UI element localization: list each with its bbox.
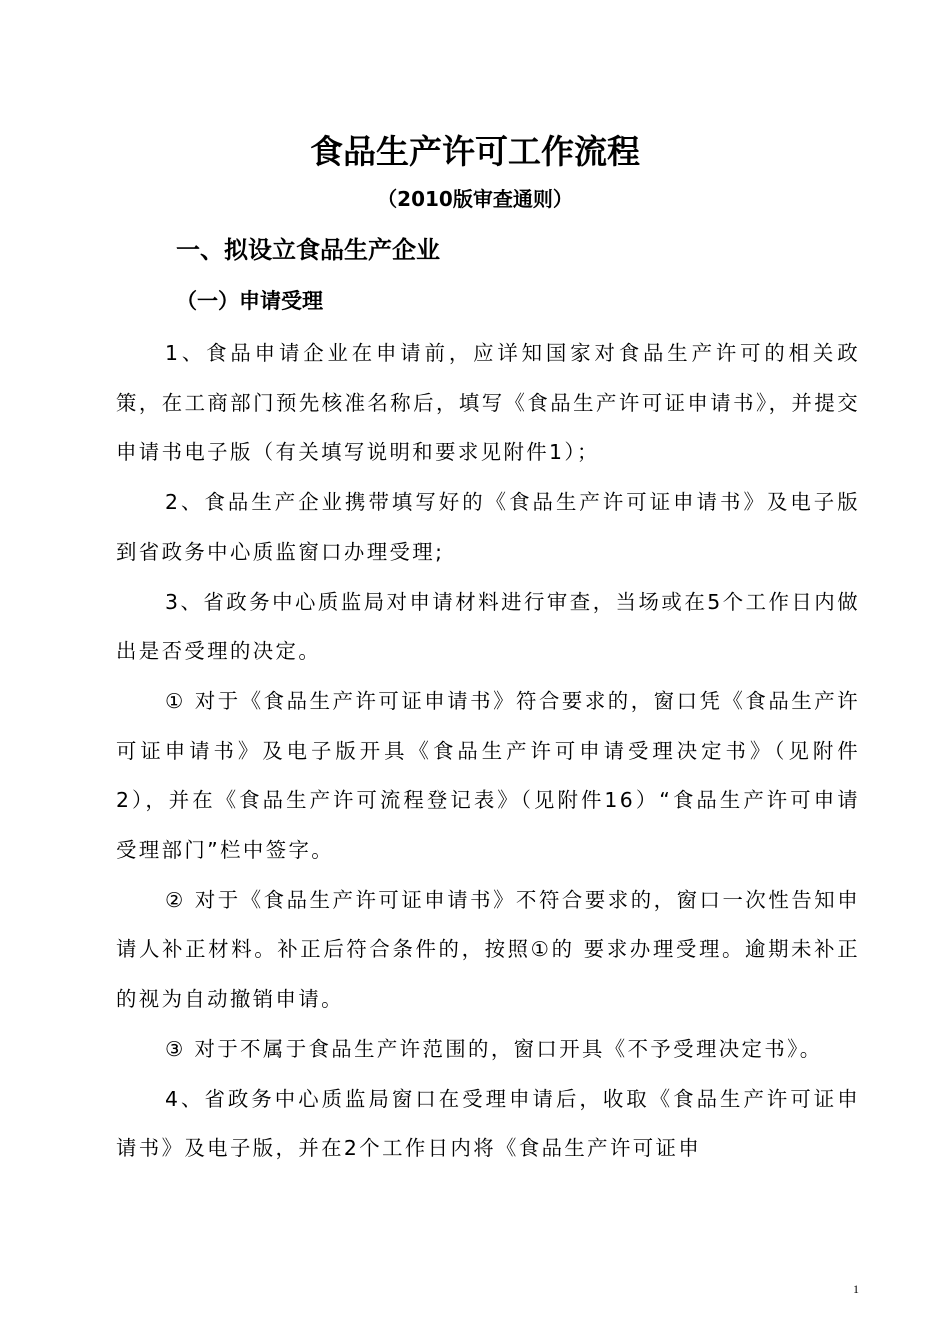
paragraph-3-item-2: ② 对于《食品生产许可证申请书》不符合要求的，窗口一次性告知申请人补正材料。补正后符合条件的，按照①的 要求办理受理。逾期未补正的视为自动撤销申请。 — [116, 887, 860, 1012]
subsection-heading: （一）申请受理 — [176, 289, 323, 313]
document-title: 食品生产许可工作流程 — [310, 132, 640, 171]
section-heading: 一、拟设立食品生产企业 — [176, 236, 440, 264]
paragraph-2: 2、食品生产企业携带填写好的《食品生产许可证申请书》及电子版到省政务中心质监窗口办理受理; — [116, 490, 860, 564]
paragraph-3-item-3: ③ 对于不属于食品生产许范围的，窗口开具《不予受理决定书》。 — [165, 1036, 823, 1061]
paragraph-4: 4、省政务中心质监局窗口在受理申请后，收取《食品生产许可证申请书》及电子版，并在2个工作日内将《食品生产许可证申 — [116, 1086, 860, 1161]
page-number: 1 — [853, 1282, 859, 1296]
body-text — [116, 329, 860, 1174]
paragraph-3: 3、省政务中心质监局对申请材料进行审查，当场或在5个工作日内做出是否受理的决定。 — [116, 589, 860, 664]
paragraph-3-item-1: ① 对于《食品生产许可证申请书》符合要求的，窗口凭《食品生产许可证申请书》及电子版开具《食品生产许可申请受理决定书》（见附件2），并在《食品生产许可流程登记表》（见附件16）“食品生产许可申请受理部门”栏中签字。 — [116, 688, 860, 863]
paragraph-1: 1、食品申请企业在申请前，应详知国家对食品生产许可的相关政策，在工商部门预先核准名称后，填写《食品生产许可证申请书》，并提交申请书电子版（有关填写说明和要求见附件1）； — [116, 341, 860, 465]
document-subtitle: （2010版审查通则） — [377, 187, 573, 211]
